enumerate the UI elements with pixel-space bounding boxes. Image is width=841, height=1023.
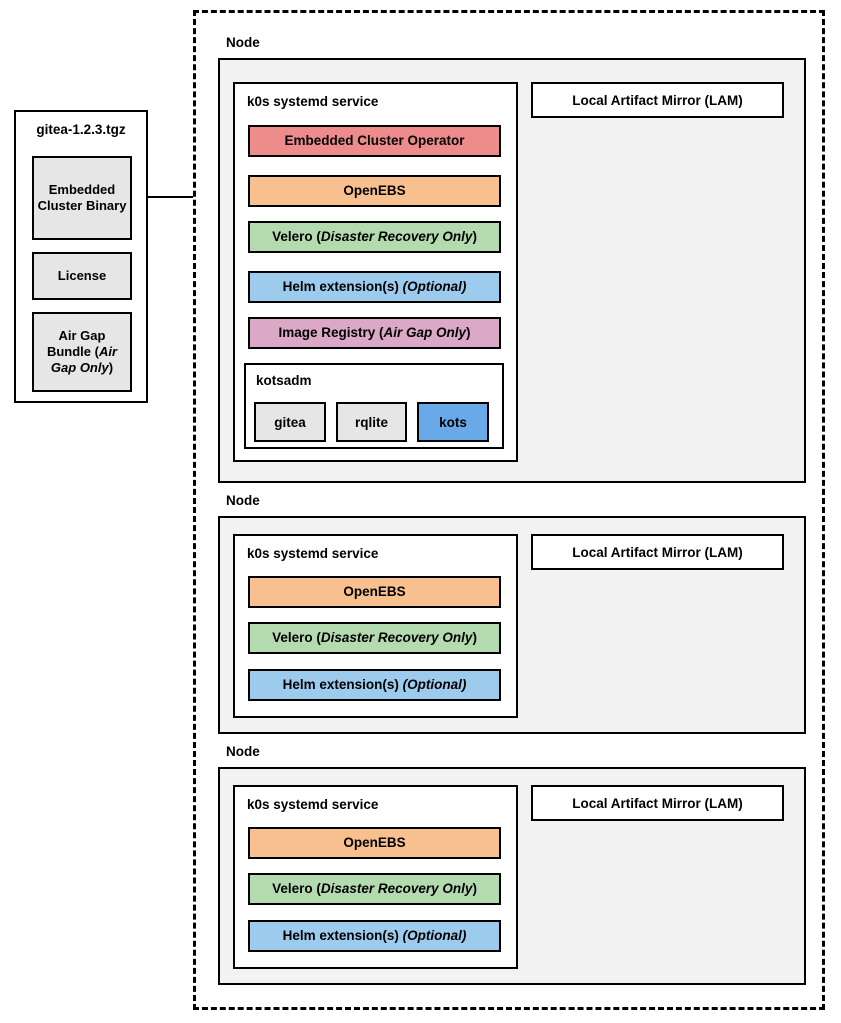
bundle-item-license: [32, 252, 132, 300]
component-label: Velero (Disaster Recovery Only): [272, 880, 477, 896]
component-label: Velero (Disaster Recovery Only): [272, 629, 477, 645]
pod-label: rqlite: [354, 414, 388, 430]
k0s-service-title-2: k0s systemd service: [247, 546, 379, 561]
local-artifact-mirror-3: [531, 785, 784, 821]
component-openebs-1: [248, 175, 501, 207]
component-helm-extensions-1: [248, 271, 501, 303]
component-velero-1: [248, 221, 501, 253]
component-helm-extensions-3: [248, 920, 501, 952]
component-velero-2: [248, 622, 501, 654]
component-label: Helm extension(s) (Optional): [282, 676, 467, 692]
local-artifact-mirror-1: [531, 82, 784, 118]
pod-rqlite: [336, 402, 407, 442]
lam-label: Local Artifact Mirror (LAM): [572, 544, 743, 560]
component-image-registry: [248, 317, 501, 349]
component-label: Velero (Disaster Recovery Only): [272, 228, 477, 244]
bundle-item-label: Air Gap Bundle (Air Gap Only): [46, 327, 118, 376]
component-velero-3: [248, 873, 501, 905]
local-artifact-mirror-2: [531, 534, 784, 570]
node-label-2: Node: [226, 493, 260, 508]
bundle-item-air-gap-bundle: [32, 312, 132, 392]
node-label-1: Node: [226, 35, 260, 50]
k0s-service-title-1: k0s systemd service: [247, 94, 379, 109]
kotsadm-title: kotsadm: [256, 373, 312, 388]
pod-label: kots: [439, 414, 467, 430]
component-openebs-2: [248, 576, 501, 608]
component-label: OpenEBS: [343, 182, 406, 198]
component-openebs-3: [248, 827, 501, 859]
k0s-service-title-3: k0s systemd service: [247, 797, 379, 812]
bundle-title: gitea-1.2.3.tgz: [36, 122, 126, 137]
component-label: OpenEBS: [343, 583, 406, 599]
bundle-item-label: Embedded Cluster Binary: [37, 181, 127, 213]
component-embedded-cluster-operator: [248, 125, 501, 157]
component-label: Image Registry (Air Gap Only): [278, 324, 471, 340]
bundle-item-embedded-cluster-binary: [32, 156, 132, 240]
bundle-item-label: License: [57, 267, 107, 283]
component-label: Helm extension(s) (Optional): [282, 278, 467, 294]
lam-label: Local Artifact Mirror (LAM): [572, 795, 743, 811]
bundle-container: [14, 110, 148, 403]
node-label-3: Node: [226, 744, 260, 759]
pod-kots: [417, 402, 489, 442]
lam-label: Local Artifact Mirror (LAM): [572, 92, 743, 108]
component-helm-extensions-2: [248, 669, 501, 701]
component-label: Helm extension(s) (Optional): [282, 927, 467, 943]
pod-gitea: [254, 402, 326, 442]
component-label: Embedded Cluster Operator: [284, 132, 465, 148]
component-label: OpenEBS: [343, 834, 406, 850]
pod-label: gitea: [274, 414, 306, 430]
